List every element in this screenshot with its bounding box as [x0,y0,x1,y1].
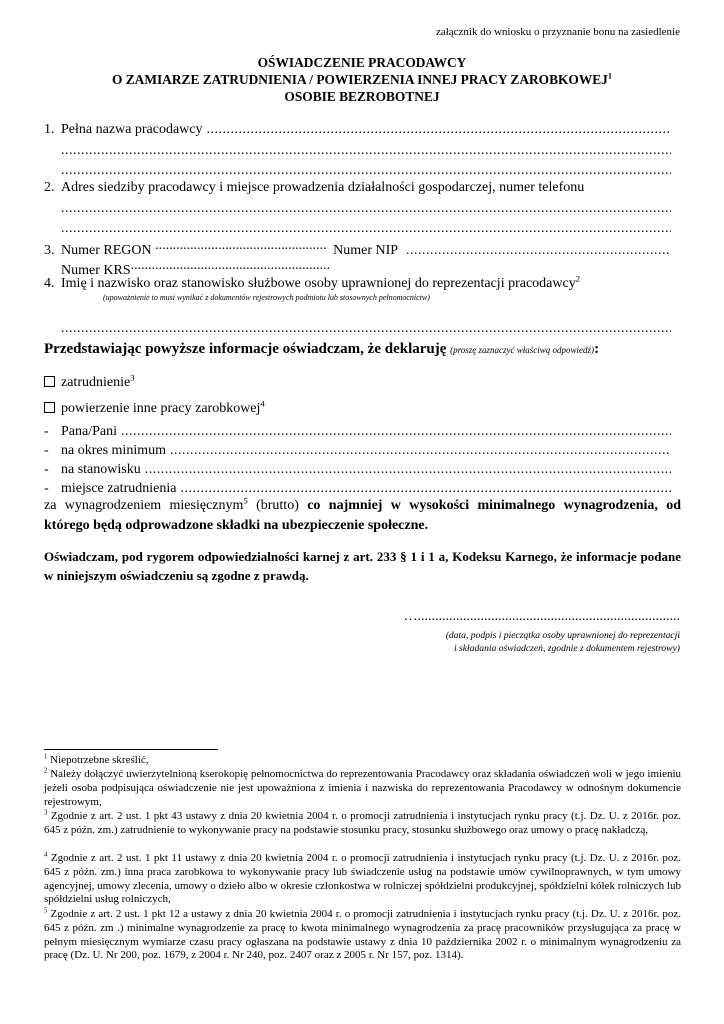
field-address-line-1[interactable] [44,201,671,217]
footnote-1 [44,754,681,768]
footnote-2 [44,768,681,809]
field-employer-name-line-2[interactable] [44,143,671,159]
wage-text-2: (brutto) [247,498,308,513]
field-2-label: Adres siedziby pracodawcy i miejsce prowadzenia działalności gospodarczej, numer telefonu [61,180,585,195]
option-other-work[interactable] [44,398,265,417]
footnote-3-num: 3 [44,809,48,817]
item-position-blank[interactable] [145,462,671,478]
wage-text-bold: co najmniej w wysokości minimalnego wynagrodzenia, od którego będą odprowadzone składki na ubezpieczenie społeczne. [44,498,682,533]
item-place-dash: - [44,481,49,496]
field-employer-name-line-3[interactable] [44,163,671,179]
field-krs-label: Numer KRS [61,263,131,278]
item-place-blank[interactable] [180,481,671,497]
field-1-blank[interactable] [206,122,671,138]
wage-text-1: za wynagrodzeniem miesięcznym [44,498,244,513]
field-representative [44,273,671,292]
field-address [44,180,671,196]
declaration-intro-note: (proszę zaznaczyć właściwą odpowiedź) [450,345,595,355]
item-period[interactable] [44,443,671,459]
footnote-5 [44,908,681,963]
field-1-number: 1. [44,122,55,137]
footnote-4-num: 4 [44,851,48,859]
signature-caption-2: i składania oświadczeń, zgodnie z dokumentem rejestrowy) [453,643,680,654]
item-person[interactable] [44,424,671,440]
footnote-4 [44,852,681,907]
item-person-blank[interactable] [121,424,671,440]
annex-note: załącznik do wniosku o przyznanie bonu na zasiedlenie [435,26,680,38]
footnote-separator [44,749,218,750]
wage-paragraph [44,496,681,536]
signature-caption-1: (data, podpis i pieczątka osoby uprawnionej do reprezentacji [445,630,680,641]
nip-blank[interactable] [406,243,671,259]
other-work-checkbox[interactable] [44,402,55,413]
declaration-intro-text: Przedstawiając powyższe informacje oświadczam, że deklaruję [44,341,447,357]
footnote-2-text: Należy dołączyć uwierzytelnioną kserokopię pełnomocnictwa do reprezentowania Pracodawcy oraz składania oświadczeń woli w jego imieniu jeżeli osoba podpisująca oświadczenie nie jest upoważniona z imienia i nazwiska do reprezentowania Pracodawcy w odnośnym dokumencie rejestrowym, [44,768,682,808]
title-line-2-text: O ZAMIARZE ZATRUDNIENIA / POWIERZENIA INNEJ PRACY ZAROBKOWEJ [111,72,608,87]
field-4-footnote-ref: 2 [575,273,581,284]
field-nip-label: Numer NIP [333,243,399,258]
footnote-5-num: 5 [44,907,48,915]
footnote-3-text: Zgodnie z art. 2 ust. 1 pkt 43 ustawy z dnia 20 kwietnia 2004 r. o promocji zatrudnienia i instytucjach rynku pracy (t.j. Dz. U. z 2016r. poz. 645 z późn. zm.) zatrudnienie to wykonywanie pracy na podstawie stosunku pracy, stosunku służbowego oraz umowy o pracę nakładczą, [44,810,681,836]
field-representative-line[interactable] [44,321,671,337]
footnote-5-text: Zgodnie z art. 2 ust. 1 pkt 12 a ustawy z dnia 20 kwietnia 2004 r. o promocji zatrudnienia i instytucjach rynku pracy (t.j. Dz. U. z 2016r. poz. 645 z późn. zm .) minimalne wynagrodzenie za pracę to kwota minimalnego wynagrodzenia za pracę pracowników przysługująca za pracę w pełnym miesięcznym wymiarze czasu pracy ogłaszana na podstawie ustawy z dnia 10 października 2002 r. o minimalnym wynagrodzeniu za pracę (Dz. U. Nr 200, poz. 1679, z 2004 r. Nr 240, poz. 2407 oraz z 2005 r. Nr 157, poz. 1314). [44,908,682,962]
field-2-number: 2. [44,180,55,195]
item-position-label: na stanowisku [61,462,141,477]
footnote-1-num: 1 [44,753,48,761]
item-place-label: miejsce zatrudnienia [61,481,177,496]
option-other-work-footnote-ref: 4 [260,398,265,409]
field-4-number: 4. [44,276,55,291]
krs-blank[interactable] [131,258,331,274]
item-person-label: Pana/Pani [61,424,117,439]
declaration-intro [44,341,599,358]
title-line-2 [0,72,724,88]
field-4-note: (upoważnienie to musi wynikać z dokumentów rejestrowych podmiotu lub stosownych pełnomocnictw) [103,293,430,302]
regon-blank[interactable] [155,238,326,254]
footnote-4-text: Zgodnie z art. 2 ust. 1 pkt 11 ustawy z dnia 20 kwietnia 2004 r. o promocji zatrudnienia i instytucjach rynku pracy (t.j. Dz. U. z 2016r. poz. 645 z późn. zm.) inna praca zarobkowa to wykonywanie pracy lub świadczenie usług na podstawie umów cywilnoprawnych, w tym umowy agencyjnej, umowy zlecenia, umowy o dzieło albo w okresie członkostwa w rolniczej spółdzielni produkcyjnej, spółdzielni kółek rolniczych lub spółdzielni usług rolniczych, [44,852,681,906]
option-employment-footnote-ref: 3 [130,372,135,383]
field-3-number: 3. [44,243,55,258]
item-period-label: na okres minimum [61,443,166,458]
field-1-blank-3[interactable] [61,163,671,179]
title-footnote-ref: 1 [607,71,613,81]
field-4-label: Imię i nazwisko oraz stanowisko służbowe osoby uprawnionej do reprezentacji pracodawcy [61,276,576,291]
item-place[interactable] [44,481,671,497]
field-employer-name[interactable] [44,122,671,138]
field-1-blank-2[interactable] [61,143,671,159]
legal-statement: Oświadczam, pod rygorem odpowiedzialności karnej z art. 233 § 1 i 1 a, Kodeksu Karnego, że informacje podane w niniejszym oświadczeniu są zgodne z prawdą. [44,549,681,583]
item-period-dash: - [44,443,49,458]
field-4-blank[interactable] [61,321,671,337]
item-position[interactable] [44,462,671,478]
field-identifiers[interactable] [44,238,671,259]
item-period-blank[interactable] [170,443,671,459]
field-2-blank-1[interactable] [61,201,671,217]
wage-footnote-ref: 5 [243,495,248,506]
field-1-label: Pełna nazwa pracodawcy [61,122,203,137]
option-employment[interactable] [44,372,135,391]
declaration-intro-colon: : [594,341,600,357]
option-other-work-label: powierzenie inne pracy zarobkowej [61,401,261,416]
item-person-dash: - [44,424,49,439]
footnote-3 [44,810,681,838]
option-employment-label: zatrudnienie [61,375,131,390]
signature-line[interactable]: …........................................................................... [403,609,680,624]
employment-checkbox[interactable] [44,376,55,387]
title-line-3: OSOBIE BEZROBOTNEJ [284,89,440,104]
item-position-dash: - [44,462,49,477]
field-address-line-2[interactable] [44,221,671,237]
field-regon-label: Numer REGON [61,243,152,258]
footnote-1-text: Niepotrzebne skreślić, [50,754,149,766]
field-2-blank-2[interactable] [61,221,671,237]
title-line-1: OŚWIADCZENIE PRACODAWCY [257,55,467,70]
footnote-2-num: 2 [44,767,48,775]
